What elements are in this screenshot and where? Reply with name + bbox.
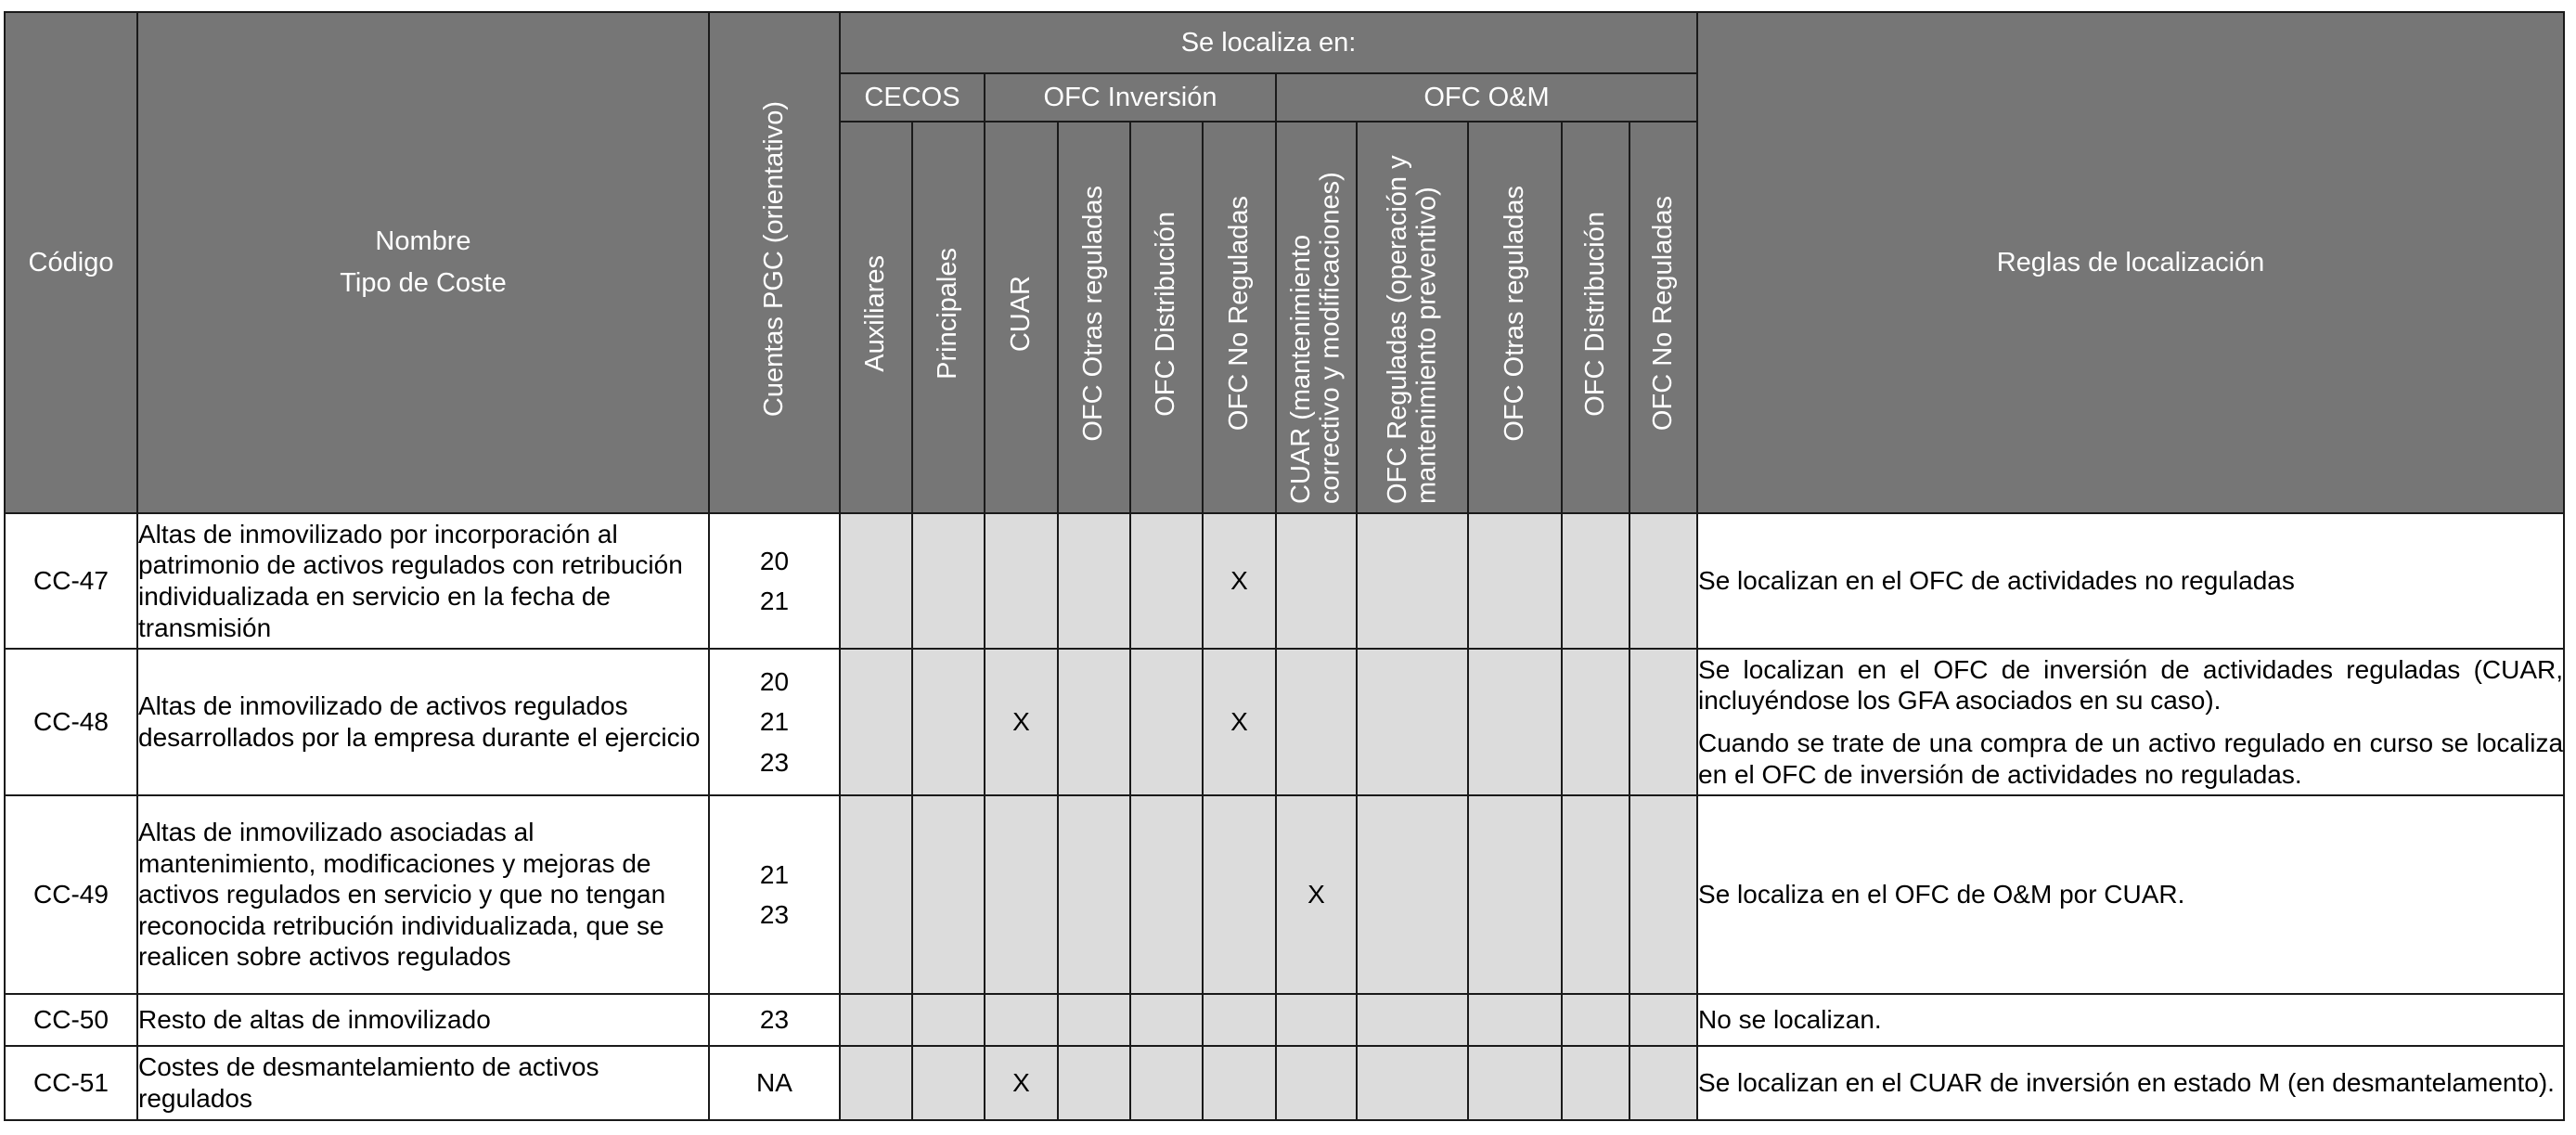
mark-cell [1357, 994, 1468, 1046]
mark-cell [1562, 994, 1629, 1046]
mark-cell: X [1203, 513, 1276, 649]
mark-cell [1203, 795, 1276, 994]
mark-cell [985, 795, 1058, 994]
mark-cell [985, 994, 1058, 1046]
header-cuentas-pgc-text: Cuentas PGC (orientativo) [759, 100, 789, 418]
mark-cell [1562, 1046, 1629, 1120]
header-nombre-line2: Tipo de Coste [340, 268, 507, 298]
mark-cell [1058, 1046, 1130, 1120]
mark-cell [1130, 994, 1203, 1046]
mark-cell [840, 795, 912, 994]
mark-cell [1058, 994, 1130, 1046]
mark-cell [1357, 513, 1468, 649]
mark-cell [1276, 1046, 1357, 1120]
mark-cell [1357, 649, 1468, 795]
mark-cell [912, 513, 985, 649]
table-row [5, 649, 2564, 795]
header-sub-om-distribucion: OFC Distribución [1562, 122, 1629, 513]
header-cuentas-pgc [709, 12, 840, 513]
cost-localization-table [4, 11, 2565, 1121]
mark-cell: X [1203, 649, 1276, 795]
mark-cell [1629, 795, 1697, 994]
header-sub-inv-distribucion: OFC Distribución [1130, 122, 1203, 513]
header-sub-om-otras-reguladas: OFC Otras reguladas [1468, 122, 1562, 513]
table-row [5, 1046, 2564, 1120]
mark-cell [1276, 649, 1357, 795]
mark-cell [1629, 994, 1697, 1046]
row-pgc: 21 23 [709, 795, 840, 994]
mark-cell [1130, 795, 1203, 994]
row-pgc: 20 21 23 [709, 649, 840, 795]
mark-cell [985, 513, 1058, 649]
header-sub-om-reguladas: OFC Reguladas (operación y mantenimiento preventivo) [1357, 122, 1468, 513]
mark-cell [1058, 649, 1130, 795]
mark-cell: X [1276, 795, 1357, 994]
mark-cell [1629, 513, 1697, 649]
header-group-cecos: CECOS [840, 73, 985, 122]
row-name: Resto de altas de inmovilizado [137, 994, 709, 1046]
mark-cell [1562, 795, 1629, 994]
header-group-ofc-om: OFC O&M [1276, 73, 1697, 122]
mark-cell [1629, 649, 1697, 795]
mark-cell [912, 994, 985, 1046]
mark-cell [1276, 513, 1357, 649]
row-name: Altas de inmovilizado por incorporación al patrimonio de activos regulados con retribución individualizada en servicio en la fecha de transmisión [137, 513, 709, 649]
row-pgc: 23 [709, 994, 840, 1046]
row-name: Altas de inmovilizado de activos regulados desarrollados por la empresa durante el ejercicio [137, 649, 709, 795]
row-rules: Se localizan en el CUAR de inversión en estado M (en desmantelamento). [1697, 1046, 2564, 1120]
row-pgc: NA [709, 1046, 840, 1120]
mark-cell [1468, 994, 1562, 1046]
mark-cell [1468, 513, 1562, 649]
mark-cell [912, 649, 985, 795]
mark-cell [1468, 649, 1562, 795]
row-rules: No se localizan. [1697, 994, 2564, 1046]
mark-cell [1130, 1046, 1203, 1120]
header-se-localiza: Se localiza en: [840, 12, 1697, 73]
header-nombre [137, 12, 709, 513]
mark-cell [1468, 795, 1562, 994]
row-code: CC-49 [5, 795, 137, 994]
header-group-ofc-inversion: OFC Inversión [985, 73, 1276, 122]
row-code: CC-50 [5, 994, 137, 1046]
mark-cell [1203, 1046, 1276, 1120]
row-code: CC-51 [5, 1046, 137, 1120]
row-name: Costes de desmantelamiento de activos regulados [137, 1046, 709, 1120]
mark-cell [912, 1046, 985, 1120]
mark-cell [1130, 649, 1203, 795]
header-sub-inv-cuar: CUAR [985, 122, 1058, 513]
row-pgc: 20 21 [709, 513, 840, 649]
mark-cell [1468, 1046, 1562, 1120]
mark-cell [1562, 649, 1629, 795]
header-reglas: Reglas de localización [1697, 12, 2564, 513]
header-sub-inv-no-reguladas: OFC No Reguladas [1203, 122, 1276, 513]
mark-cell [1357, 795, 1468, 994]
row-rules: Se localiza en el OFC de O&M por CUAR. [1697, 795, 2564, 994]
header-nombre-line1: Nombre [375, 226, 471, 257]
mark-cell [912, 795, 985, 994]
header-sub-principales: Principales [912, 122, 985, 513]
mark-cell [840, 513, 912, 649]
mark-cell [840, 1046, 912, 1120]
mark-cell [1276, 994, 1357, 1046]
mark-cell [1629, 1046, 1697, 1120]
table-row [5, 795, 2564, 994]
mark-cell [1203, 994, 1276, 1046]
mark-cell [1562, 513, 1629, 649]
mark-cell [840, 649, 912, 795]
mark-cell [1058, 513, 1130, 649]
header-sub-om-cuar: CUAR (mantenimiento correctivo y modificaciones) [1276, 122, 1357, 513]
header-codigo: Código [5, 12, 137, 513]
header-sub-om-no-reguladas: OFC No Reguladas [1629, 122, 1697, 513]
table-row [5, 994, 2564, 1046]
mark-cell [840, 994, 912, 1046]
row-rules: Se localizan en el OFC de actividades no reguladas [1697, 513, 2564, 649]
row-code: CC-47 [5, 513, 137, 649]
mark-cell: X [985, 649, 1058, 795]
header-sub-auxiliares: Auxiliares [840, 122, 912, 513]
table-row [5, 513, 2564, 649]
header-sub-inv-otras-reguladas: OFC Otras reguladas [1058, 122, 1130, 513]
mark-cell [1058, 795, 1130, 994]
row-name: Altas de inmovilizado asociadas al mantenimiento, modificaciones y mejoras de activos regulados en servicio y que no tengan reconocida retribución individualizada, que se realicen sobre activos regulados [137, 795, 709, 994]
mark-cell [1357, 1046, 1468, 1120]
row-code: CC-48 [5, 649, 137, 795]
row-rules: Se localizan en el OFC de inversión de actividades reguladas (CUAR, incluyéndose los GFA asociados en su caso). Cuando se trate de una compra de un activo regulado en curso se localiza en el OFC de inversión de actividades no reguladas. [1697, 649, 2564, 795]
mark-cell: X [985, 1046, 1058, 1120]
mark-cell [1130, 513, 1203, 649]
